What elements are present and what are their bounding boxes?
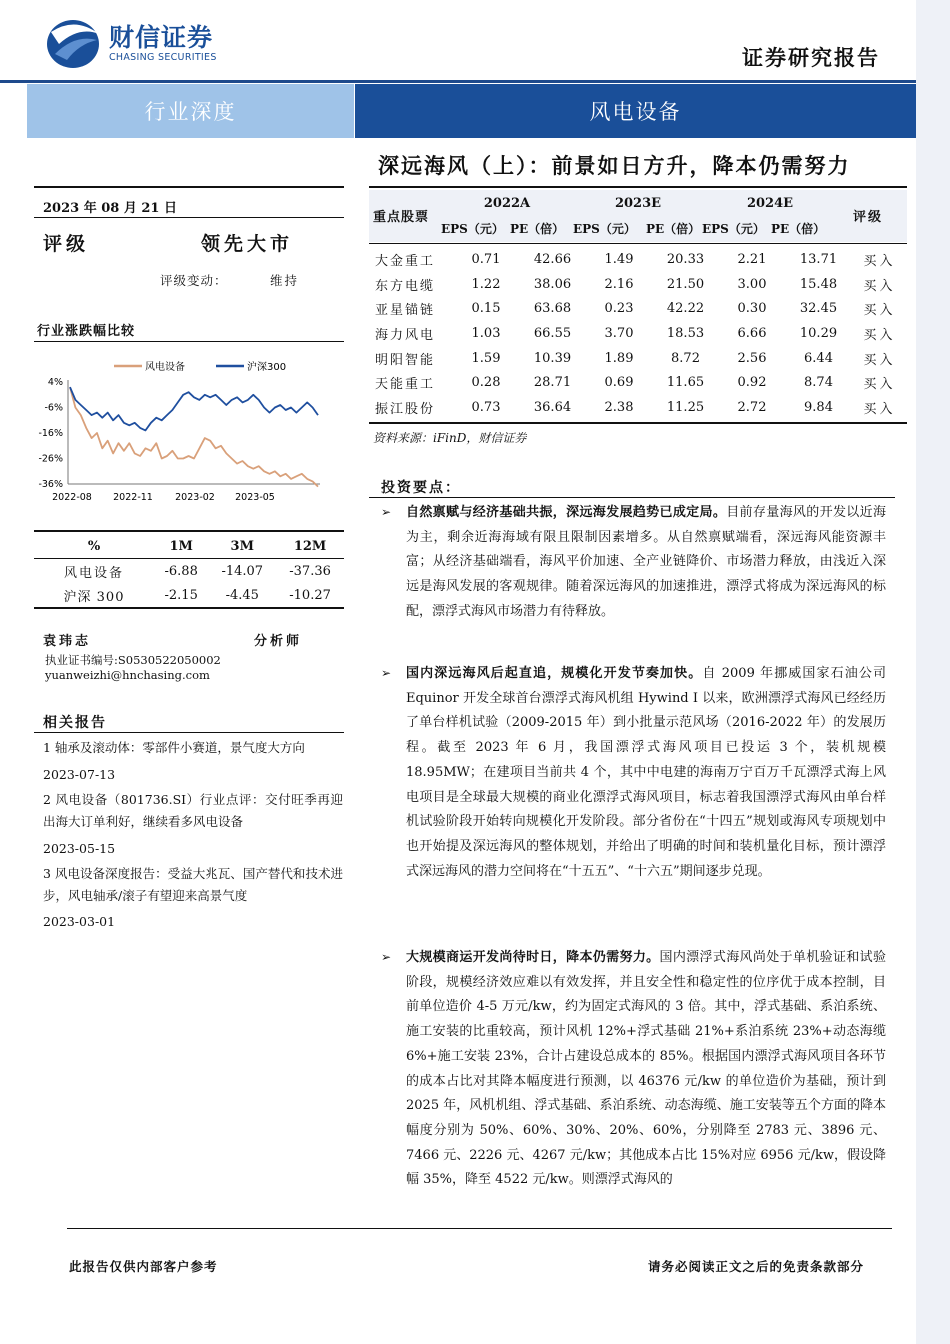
stock-value: 11.25 xyxy=(666,399,705,415)
stock-value: 32.45 xyxy=(799,301,838,317)
stock-name: 东方电缆 xyxy=(375,278,436,294)
point-1 xyxy=(406,501,886,625)
footer-left: 此报告仅供内部客户参考 xyxy=(69,1259,218,1274)
points-rule xyxy=(369,497,895,498)
stock-value: 8.72 xyxy=(671,350,700,366)
related-report-2-date: 2023-05-15 xyxy=(43,841,116,856)
perf-header-cell: 3M xyxy=(230,538,254,554)
y-tick-label: -26% xyxy=(38,453,63,465)
stock-value: 3.00 xyxy=(737,276,767,292)
perf-cell: -14.07 xyxy=(221,563,264,579)
stock-name: 亚星锚链 xyxy=(375,303,436,319)
stock-table xyxy=(369,247,907,420)
related-report-2[interactable]: 2 风电设备（801736.SI）行业点评：交付旺季再迎出海大订单利好，继续看多风电设备 xyxy=(43,792,343,829)
category-band: 行业深度 xyxy=(27,84,354,138)
stock-value: 2.72 xyxy=(737,399,767,415)
stock-rating: 买入 xyxy=(863,401,896,417)
perf-row xyxy=(34,583,344,607)
stock-value: 38.06 xyxy=(533,276,572,292)
perf-row-name: 风电设备 xyxy=(63,565,124,581)
stock-value: 42.66 xyxy=(533,251,572,267)
sub-eps-3: EPS（元） xyxy=(702,222,765,236)
stock-rating: 买入 xyxy=(863,352,896,368)
stock-value: 0.15 xyxy=(471,301,501,317)
rating-col-label: 评级 xyxy=(853,210,884,225)
x-tick-label: 2022-08 xyxy=(52,492,92,503)
stock-value: 10.39 xyxy=(533,350,572,366)
perf-table-bottom-rule xyxy=(34,607,344,609)
perf-header-cell: 1M xyxy=(169,538,193,554)
stock-table-top-rule xyxy=(369,186,907,188)
stock-value: 15.48 xyxy=(799,276,838,292)
date-rule xyxy=(34,217,344,218)
industry-band: 风电设备 xyxy=(355,84,916,138)
stock-value: 3.70 xyxy=(604,325,634,341)
stock-value: 42.22 xyxy=(666,301,705,317)
stock-value: 28.71 xyxy=(533,375,572,391)
stock-value: 0.23 xyxy=(604,301,634,317)
bullet-arrow-icon: ➢ xyxy=(381,950,392,964)
chart-section-rule xyxy=(34,341,344,342)
analyst-role: 分析师 xyxy=(254,634,303,649)
stock-value: 13.71 xyxy=(799,251,838,267)
logo-mark-icon xyxy=(45,14,103,70)
analyst-email: yuanweizhi@hnchasing.com xyxy=(45,668,210,682)
series-line-0 xyxy=(70,387,318,487)
year-2022: 2022A xyxy=(483,196,531,211)
y-tick-label: 4% xyxy=(47,377,63,388)
stock-value: 1.49 xyxy=(604,251,634,267)
perf-cell: -2.15 xyxy=(164,587,198,603)
report-title: 深远海风（上）：前景如日方升，降本仍需努力 xyxy=(378,153,851,178)
stock-value: 10.29 xyxy=(799,325,838,341)
stock-name: 明阳智能 xyxy=(375,352,436,368)
perf-header-cell: % xyxy=(87,538,101,554)
stock-value: 2.16 xyxy=(604,276,634,292)
related-report-1[interactable]: 1 轴承及滚动体：零部件小赛道，景气度大方向 xyxy=(43,740,305,755)
x-tick-label: 2022-11 xyxy=(113,492,153,503)
stock-value: 2.56 xyxy=(737,350,767,366)
stock-col-label: 重点股票 xyxy=(373,210,430,225)
stock-value: 21.50 xyxy=(666,276,705,292)
doc-type: 证券研究报告 xyxy=(742,45,880,70)
sub-pe-3: PE（倍） xyxy=(771,222,826,236)
performance-chart xyxy=(30,350,330,505)
stock-name: 振江股份 xyxy=(375,401,436,417)
stock-row xyxy=(369,395,907,420)
bullet-arrow-icon: ➢ xyxy=(381,505,392,519)
stock-value: 6.66 xyxy=(737,325,767,341)
stock-row xyxy=(369,370,907,395)
series-line-1 xyxy=(70,387,318,430)
point-2-text: 自 2009 年挪威国家石油公司 Equinor 开发全球首台漂浮式海风机组 Hywind I 以来，欧洲漂浮式海风已经经历了单台样机试验（2009-2015 年）到小批量示范风场（2016-2022 年）的发展历程。截至 2023 年 6 月，我国漂浮式海风项目已投运 3 个，装机规模 18.95MW；在建项目当前共 4 个，其中中电建的海南万宁百万千瓦漂浮式海上风电项目是全球最大规模的商业化漂浮式海风项目，标志着我国漂浮式海风由单台样机试验阶段开始转向规模化开发阶段。部分省份在“十四五”规划或海风专项规划中也开始提及深远海风的整体规划，并给出了明确的时间和装机量化目标，预计漂浮式深远海风的潜力空间将在“十五五”、“十六五”期间逐步兑现。 xyxy=(406,666,886,879)
performance-table xyxy=(34,534,344,607)
year-2023: 2023E xyxy=(614,196,662,211)
year-2024: 2024E xyxy=(746,196,794,211)
stock-row xyxy=(369,247,907,272)
stock-value: 0.73 xyxy=(471,399,501,415)
perf-cell: -37.36 xyxy=(289,563,331,579)
rating-value: 领先大市 xyxy=(201,233,294,255)
stock-value: 8.74 xyxy=(804,375,833,391)
stock-value: 11.65 xyxy=(666,375,705,391)
point-3-text: 国内漂浮式海风尚处于单机验证和试验阶段，规模经济效应难以有效发挥，并且安全性和稳定性的位序优于成本控制，目前单位造价 4-5 万元/kw，约为固定式海风的 3 倍。其中，浮式基础、系泊系统、施工安装的比重较高，预计风机 12%+浮式基础 21%+系泊系统 23%+动态海缆 6%+施工安装 23%，合计占建设总成本的 85%。根据国内漂浮式海风项目各环节的成本占比对其降本幅度进行预测，以 46376 元/kw 的单位造价为基础，预计到 2025 年，风机机组、浮式基础、系泊系统、动态海缆、施工安装等五个方面的降本幅度分别为 50%、60%、30%、20%、60%，分别降至 2783 元、3896 元、7466 元、2226 元、4267 元/kw；其他成本占比 15%对应 6956 元/kw，假设降幅 35%，降至 4522 元/kw。则漂浮式海风的 xyxy=(406,950,886,1188)
point-1-lead: 自然禀赋与经济基础共振，深远海发展趋势已成定局。 xyxy=(406,505,727,520)
y-tick-label: -6% xyxy=(44,402,63,414)
related-report-3-date: 2023-03-01 xyxy=(43,914,116,929)
footer-right: 请务必阅读正文之后的免责条款部分 xyxy=(648,1259,865,1274)
y-tick-label: -16% xyxy=(38,428,63,439)
right-margin-strip xyxy=(916,0,950,1344)
stock-rating: 买入 xyxy=(863,303,896,319)
point-2-lead: 国内深远海风后起直追，规模化开发节奏加快。 xyxy=(406,666,703,681)
perf-cell: -10.27 xyxy=(289,587,331,603)
chart-legend xyxy=(114,360,286,373)
perf-row xyxy=(34,559,344,584)
stock-value: 1.22 xyxy=(471,276,501,292)
points-title: 投资要点： xyxy=(381,480,461,496)
stock-value: 0.92 xyxy=(737,375,767,391)
stock-value: 0.30 xyxy=(737,301,767,317)
related-title: 相关报告 xyxy=(43,715,107,731)
related-rule xyxy=(34,732,344,733)
chart-section-title: 行业涨跌幅比较 xyxy=(37,324,136,339)
header-rule xyxy=(0,80,916,83)
perf-cell: -6.88 xyxy=(164,563,198,579)
stock-table-header-rule xyxy=(369,243,907,244)
stock-value: 0.69 xyxy=(604,375,634,391)
analyst-name: 袁玮志 xyxy=(43,634,92,649)
stock-value: 0.28 xyxy=(471,375,501,391)
logo xyxy=(45,14,235,70)
sidebar-top-rule xyxy=(34,186,344,188)
stock-rating: 买入 xyxy=(863,253,896,269)
rating-change-label: 评级变动： xyxy=(160,273,228,288)
stock-value: 0.71 xyxy=(471,251,501,267)
stock-row xyxy=(369,346,907,371)
sub-eps-1: EPS（元） xyxy=(441,222,504,236)
analyst-license: 执业证书编号:S0530522050002 xyxy=(45,653,221,667)
stock-row xyxy=(369,272,907,297)
stock-name: 海力风电 xyxy=(375,327,436,343)
point-1-text: 目前存量海风的开发以近海为主，剩余近海海域有限且限制因素增多。从自然禀赋端看，深远海风能资源丰富；从经济基础端看，海风平价加速、全产业链降价、市场潜力释放，由浅近入深远是海风发展的客观规律。随着深远海风的加速推进，漂浮式将成为深远海风的标配，漂浮式海风市场潜力有待释放。 xyxy=(406,505,886,619)
related-report-1-date: 2023-07-13 xyxy=(43,767,116,782)
legend-label-1: 沪深300 xyxy=(247,362,287,373)
report-date: 2023 年 08 月 21 日 xyxy=(43,201,177,216)
stock-value: 18.53 xyxy=(666,325,705,341)
stock-value: 9.84 xyxy=(804,399,833,415)
point-2 xyxy=(406,662,886,884)
stock-name: 大金重工 xyxy=(375,253,436,269)
stock-value: 2.21 xyxy=(737,251,767,267)
point-3 xyxy=(406,946,886,1193)
x-tick-label: 2023-05 xyxy=(235,492,275,503)
stock-value: 6.44 xyxy=(804,350,833,366)
stock-value: 2.38 xyxy=(604,399,634,415)
stock-value: 20.33 xyxy=(666,251,705,267)
stock-table-source: 资料来源：iFinD，财信证券 xyxy=(373,431,527,445)
x-tick-label: 2023-02 xyxy=(175,492,215,503)
point-3-lead: 大规模商运开发尚待时日，降本仍需努力。 xyxy=(406,950,660,965)
sub-pe-1: PE（倍） xyxy=(510,222,565,236)
stock-table-header xyxy=(369,190,907,242)
y-tick-label: -36% xyxy=(38,479,63,490)
footer-rule xyxy=(67,1228,892,1229)
perf-cell: -4.45 xyxy=(225,587,259,603)
stock-row xyxy=(369,321,907,346)
perf-table-top-rule xyxy=(34,530,344,532)
logo-text-cn: 财信证券 xyxy=(109,23,214,52)
stock-name: 天能重工 xyxy=(375,377,436,393)
stock-rating: 买入 xyxy=(863,327,896,343)
rating-label: 评级 xyxy=(43,233,90,255)
stock-value: 36.64 xyxy=(533,399,572,415)
stock-table-bottom-rule xyxy=(369,422,907,424)
stock-value: 1.03 xyxy=(471,325,501,341)
stock-row xyxy=(369,296,907,321)
stock-rating: 买入 xyxy=(863,377,896,393)
related-report-3[interactable]: 3 风电设备深度报告：受益大兆瓦、国产替代和技术进步，风电轴承/滚子有望迎来高景气度 xyxy=(43,866,343,903)
stock-value: 63.68 xyxy=(533,301,572,317)
perf-row-name: 沪深 300 xyxy=(63,589,125,605)
perf-header-cell: 12M xyxy=(293,538,327,554)
stock-value: 1.59 xyxy=(471,350,501,366)
stock-value: 1.89 xyxy=(604,350,634,366)
perf-header-row xyxy=(34,534,344,559)
logo-text-en: CHASING SECURITIES xyxy=(109,52,217,63)
rating-change-value: 维持 xyxy=(270,273,300,288)
sub-eps-2: EPS（元） xyxy=(573,222,636,236)
stock-value: 66.55 xyxy=(533,325,572,341)
legend-label-0: 风电设备 xyxy=(145,362,185,373)
stock-rating: 买入 xyxy=(863,278,896,294)
sub-pe-2: PE（倍） xyxy=(646,222,701,236)
bullet-arrow-icon: ➢ xyxy=(381,666,392,680)
